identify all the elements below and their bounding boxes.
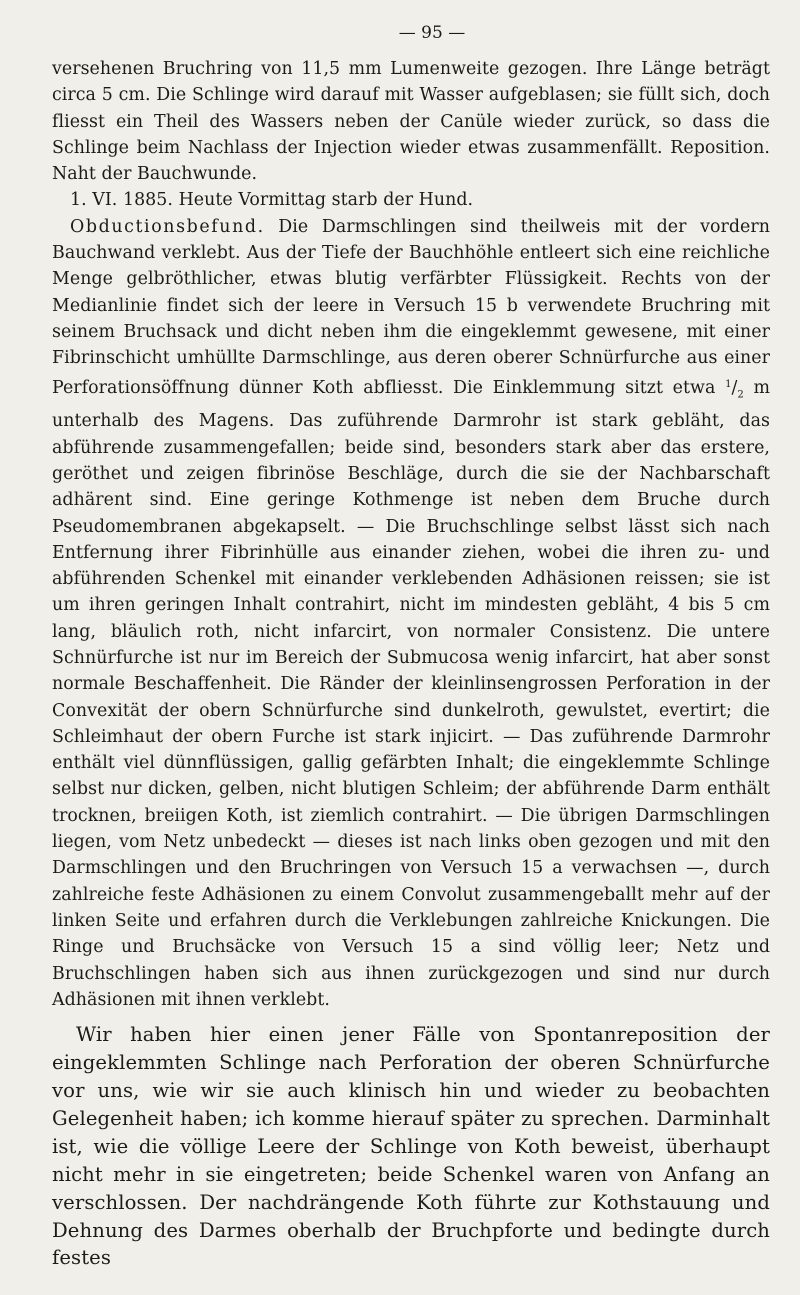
autopsy-heading: Obductionsbefund.: [70, 216, 265, 237]
autopsy-text-part-1: Die Darmschlingen sind theilweis mit der vordern Bauchwand verklebt. Aus der Tiefe der Bauchhöhle entleert sich eine reichliche Menge gelbröthlicher, etwas blutig verfärbter Flüssigkeit. Rechts von der Medianlinie findet sich der leere in Versuch 15 b verwendete Bruchring mit seinem Bruchsack und dicht neben ihm die eingeklemmt gewesene, mit einer Fibrinschicht umhüllte Darmschlinge, aus deren oberer Schnürfurche aus einer Perforationsöffnung dünner Koth abfliesst. Die Einklemmung sitzt etwa: [52, 216, 770, 398]
fraction-denominator: 2: [737, 389, 744, 401]
autopsy-text-part-2: m unterhalb des Magens. Das zuführende Darmrohr ist stark gebläht, das abführende zusammengefallen; beide sind, besonders stark aber das erstere, geröthet und zeigen fibrinöse Beschläge, durch die sie der Nachbarschaft adhärent sind. Eine geringe Kothmenge ist neben dem Bruche durch Pseudomembranen abgekapselt. — Die Bruchschlinge selbst lässt sich nach Entfernung ihrer Fibrinhülle aus einander ziehen, wobei die ihren zu- und abführenden Schenkel mit einander verklebenden Adhäsionen reissen; sie ist um ihren geringen Inhalt contrahirt, nicht im mindesten gebläht, 4 bis 5 cm lang, bläulich roth, nicht infarcirt, von normaler Consistenz. Die untere Schnürfurche ist nur im Bereich der Submucosa wenig infarcirt, hat aber sonst normale Beschaffenheit. Die Ränder der kleinlinsengrossen Perforation in der Convexität der obern Schnürfurche sind dunkelroth, gewulstet, evertirt; die Schleimhaut der obern Furche ist stark injicirt. — Das zuführende Darmrohr enthält viel dünnflüssigen, gallig gefärbten Inhalt; die eingeklemmte Schlinge selbst nur dicken, gelben, nicht blutigen Schleim; der abführende Darm enthält trocknen, breiigen Koth, ist ziemlich contrahirt. — Die übrigen Darmschlingen liegen, vom Netz unbedeckt — dieses ist nach links oben gezogen und mit den Darmschlingen und den Bruchringen von Versuch 15 a verwachsen —, durch zahlreiche feste Adhäsionen zu einem Convolut zusammengeballt mehr auf der linken Seite und erfahren durch die Verklebungen zahlreiche Knickungen. Die Ringe und Bruchsäcke von Versuch 15 a sind völlig leer; Netz und Bruchschlingen haben sich aus ihnen zurückgezogen und sind nur durch Adhäsionen mit ihnen verklebt.: [52, 377, 771, 1010]
paragraph-date-entry: 1. VI. 1885. Heute Vormittag starb der Hund.: [70, 190, 474, 211]
page-number: — 95 —: [398, 23, 466, 43]
paragraph-procedure: versehenen Bruchring von 11,5 mm Lumenweite gezogen. Ihre Länge beträgt circa 5 cm. Die Schlinge wird darauf mit Wasser aufgeblasen; sie füllt sich, doch fliesst ein Theil des Wassers neben der Canüle wieder zurück, so dass die Schlinge beim Nachlass der Injection wieder etwas zusammenfällt. Reposition. Naht der Bauchwunde.: [52, 59, 770, 185]
case-report-text: [52, 56, 770, 1013]
paragraph-autopsy-findings: Obductionsbefund. Die Darmschlingen sind theilweis mit der vordern Bauchwand verklebt. Aus der Tiefe der Bauchhöhle entleert sich eine reichliche Menge gelbröthlicher, etwas blutig verfärbter Flüssigkeit. Rechts von der Medianlinie findet sich der leere in Versuch 15 b verwendete Bruchring mit seinem Bruchsack und dicht neben ihm die eingeklemmt gewesene, mit einer Fibrinschicht umhüllte Darmschlinge, aus deren oberer Schnürfurche aus einer Perforationsöffnung dünner Koth abfliesst. Die Einklemmung sitzt etwa $^1/_2$ m unterhalb des Magens. Das zuführende Darmrohr ist stark gebläht, das abführende zusammengefallen; beide sind, besonders stark aber das erstere, geröthet und zeigen fibrinöse Beschläge, durch die sie der Nachbarschaft adhärent sind. Eine geringe Kothmenge ist neben dem Bruche durch Pseudomembranen abgekapselt. — Die Bruchschlinge selbst lässt sich nach Entfernung ihrer Fibrinhülle aus einander ziehen, wobei die ihren zu- und abführenden Schenkel mit einander verklebenden Adhäsionen reissen; sie ist um ihren geringen Inhalt contrahirt, nicht im mindesten gebläht, 4 bis 5 cm lang, bläulich roth, nicht infarcirt, von normaler Consistenz. Die untere Schnürfurche ist nur im Bereich der Submucosa wenig infarcirt, hat aber sonst normale Beschaffenheit. Die Ränder der kleinlinsengrossen Perforation in der Convexität der obern Schnürfurche sind dunkelroth, gewulstet, evertirt; die Schleimhaut der obern Furche ist stark injicirt. — Das zuführende Darmrohr enthält viel dünnflüssigen, gallig gefärbten Inhalt; die eingeklemmte Schlinge selbst nur dicken, gelben, nicht blutigen Schleim; der abführende Darm enthält trocknen, breiigen Koth, ist ziemlich contrahirt. — Die übrigen Darmschlingen liegen, vom Netz unbedeckt — dieses ist nach links oben gezogen und mit den Darmschlingen und den Bruchringen von Versuch 15 a verwachsen —, durch zahlreiche feste Adhäsionen zu einem Convolut zusammengeballt mehr auf der linken Seite und erfahren durch die Verklebungen zahlreiche Knickungen. Die Ringe und Bruchsäcke von Versuch 15 a sind völlig leer; Netz und Bruchschlingen haben sich aus ihnen zurückgezogen und sind nur durch Adhäsionen mit ihnen verklebt.: [52, 216, 771, 1010]
paragraph-discussion: Wir haben hier einen jener Fälle von Spontanreposition der eingeklemmten Schlinge nach Perforation der oberen Schnürfurche vor uns, wie wir sie auch klinisch hin und wieder zu beobachten Gelegenheit haben; ich komme hierauf später zu sprechen. Darminhalt ist, wie die völlige Leere der Schlinge von Koth beweist, überhaupt nicht mehr in sie eingetreten; beide Schenkel waren von Anfang an verschlossen. Der nachdrängende Koth führte zur Kothstauung und Dehnung des Darmes oberhalb der Bruchpforte und bedingte durch festes: [52, 1023, 770, 1270]
fraction-numerator: 1: [725, 378, 732, 390]
